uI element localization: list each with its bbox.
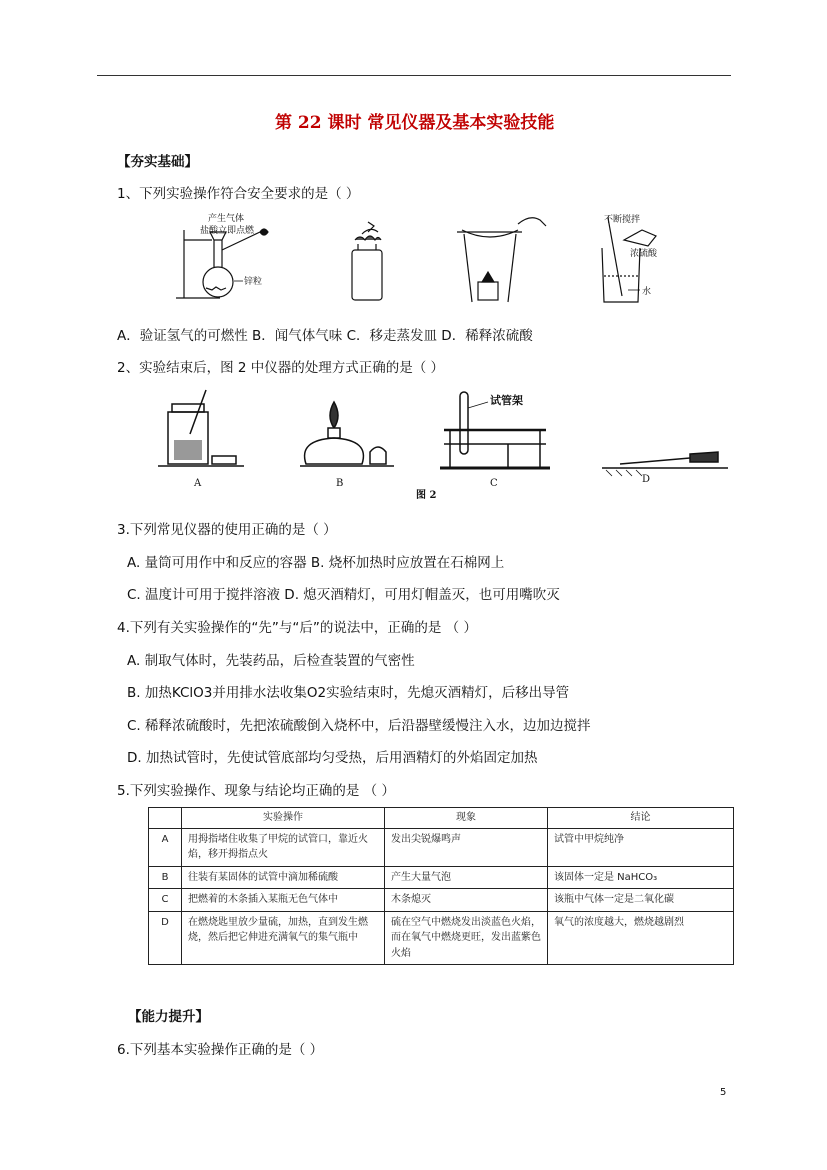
header-rule <box>97 75 731 76</box>
question-4-option-d: D. 加热试管时，先使试管底部均匀受热，后用酒精灯的外焰固定加热 <box>127 750 538 766</box>
label-stir: 不断搅拌 <box>604 215 641 225</box>
question-1-options: A．验证氢气的可燃性 B．闻气体气味 C．移走蒸发皿 D．稀释浓硫酸 <box>117 328 533 344</box>
row-phenomenon: 产生大量气泡 <box>385 866 548 889</box>
row-conclusion: 氧气的浓度越大，燃烧越剧烈 <box>548 911 734 965</box>
row-phenomenon: 发出尖锐爆鸣声 <box>385 828 548 866</box>
page-title: 第 22 课时 常见仪器及基本实验技能 <box>275 113 555 133</box>
row-letter: C <box>149 889 182 912</box>
table-header-row <box>149 808 734 829</box>
question-4-option-b: B. 加热KClO3并用排水法收集O2实验结束时，先熄灭酒精灯，后移出导管 <box>127 685 570 701</box>
row-phenomenon: 硫在空气中燃烧发出淡蓝色火焰，而在氧气中燃烧更旺，发出蓝紫色火焰 <box>385 911 548 965</box>
figure-2 <box>150 382 730 504</box>
row-phenomenon: 木条熄灭 <box>385 889 548 912</box>
section-improvement: 【能力提升】 <box>128 1009 209 1025</box>
table-header-cell <box>149 808 182 829</box>
fig2-a-bottle <box>158 390 244 466</box>
row-letter: A <box>149 828 182 866</box>
question-2: 2、实验结束后，图 2 中仪器的处理方式正确的是（ ） <box>117 360 445 376</box>
question-1: 1、下列实验操作符合安全要求的是（ ） <box>117 186 360 202</box>
fig-a-apparatus <box>176 229 268 298</box>
row-operation: 把燃着的木条插入某瓶无色气体中 <box>182 889 385 912</box>
row-conclusion: 该固体一定是 NaHCO₃ <box>548 866 734 889</box>
label-acid: 浓硫酸 <box>630 249 658 259</box>
question-6: 6.下列基本实验操作正确的是（ ） <box>117 1042 324 1058</box>
figure-q1 <box>172 210 662 312</box>
table-row <box>149 889 734 912</box>
question-4: 4.下列有关实验操作的“先”与“后”的说法中，正确的是 （ ） <box>117 620 477 636</box>
row-conclusion: 试管中甲烷纯净 <box>548 828 734 866</box>
row-operation: 往装有某固体的试管中滴加稀硫酸 <box>182 866 385 889</box>
fig2-label-d: D <box>642 474 651 485</box>
fig-b-gas-bottle <box>352 222 382 300</box>
fig2-caption: 图 2 <box>416 490 437 501</box>
row-operation: 在燃烧匙里放少量硫，加热，直到发生燃烧，然后把它伸进充满氧气的集气瓶中 <box>182 911 385 965</box>
table-header-cell: 现象 <box>385 808 548 829</box>
page-number: 5 <box>720 1087 727 1098</box>
label-water: 水 <box>642 287 652 297</box>
label-zinc: 锌粒 <box>244 277 263 287</box>
question-3: 3.下列常见仪器的使用正确的是（ ） <box>117 522 337 538</box>
row-conclusion: 该瓶中气体一定是二氧化碳 <box>548 889 734 912</box>
section-basics: 【夯实基础】 <box>117 154 198 170</box>
label-ignite: 盐酸立即点燃 <box>200 226 255 236</box>
fig-c-evaporation <box>457 218 546 302</box>
question-3-option-cd: C. 温度计可用于搅拌溶液 D. 熄灭酒精灯，可用灯帽盖灭，也可用嘴吹灭 <box>127 587 560 603</box>
table-header-cell: 实验操作 <box>182 808 385 829</box>
label-gas: 产生气体 <box>208 214 245 224</box>
question-5: 5.下列实验操作、现象与结论均正确的是 （ ） <box>117 783 395 799</box>
row-operation: 用拇指堵住收集了甲烷的试管口，靠近火焰，移开拇指点火 <box>182 828 385 866</box>
fig2-d-brush <box>602 452 728 476</box>
question-3-option-ab: A. 量筒可用作中和反应的容器 B. 烧杯加热时应放置在石棉网上 <box>127 555 505 571</box>
fig2-label-rack: 试管架 <box>490 394 523 407</box>
table-header-cell: 结论 <box>548 808 734 829</box>
table-row <box>149 866 734 889</box>
question-4-option-a: A. 制取气体时，先装药品，后检查装置的气密性 <box>127 653 415 669</box>
table-row <box>149 911 734 965</box>
row-letter: D <box>149 911 182 965</box>
row-letter: B <box>149 866 182 889</box>
table-row <box>149 828 734 866</box>
experiment-table <box>148 807 734 965</box>
fig2-b-alcohol-lamp <box>300 402 394 466</box>
fig2-label-c: C <box>490 478 498 489</box>
fig2-label-b: B <box>336 478 344 489</box>
question-4-option-c: C. 稀释浓硫酸时，先把浓硫酸倒入烧杯中，后沿器壁缓慢注入水，边加边搅拌 <box>127 718 591 734</box>
fig2-label-a: A <box>194 478 202 489</box>
